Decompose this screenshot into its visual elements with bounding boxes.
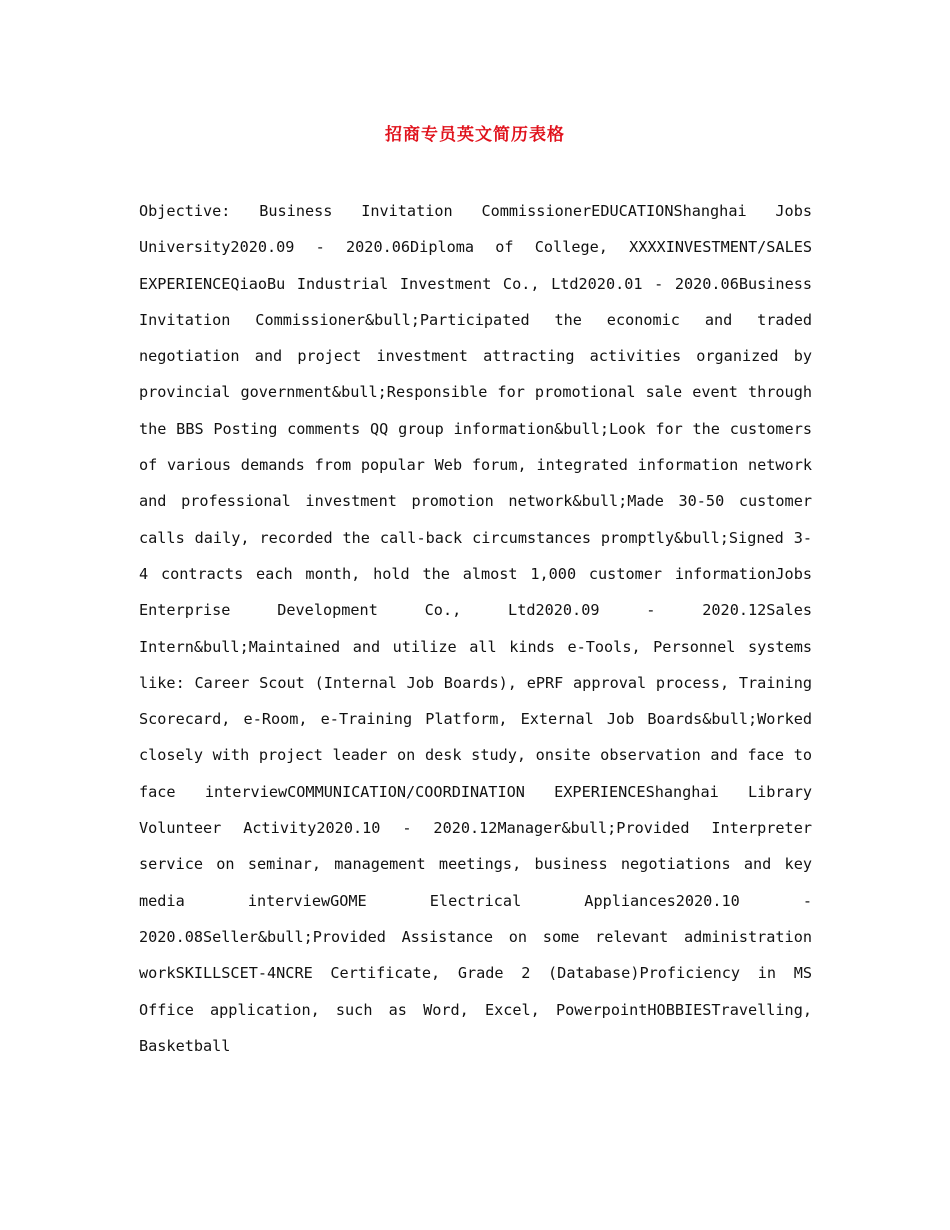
- document-title: 招商专员英文简历表格: [385, 125, 565, 145]
- resume-body-text: Objective: Business Invitation CommissionerEDUCATIONShanghai Jobs University2020.09 - 2020.06Diploma of College, XXXXINVESTMENT/SALES EXPERIENCEQiaoBu Industrial Investment Co., Ltd2020.01 - 2020.06Business Invitation Commissioner&bull;Participated the economic and traded negotiation and project investment attracting activities organized by provincial government&bull;Responsible for promotional sale event through the BBS Posting comments QQ group information&bull;Look for the customers of various demands from popular Web forum, integrated information network and professional investment promotion network&bull;Made 30-50 customer calls daily, recorded the call-back circumstances promptly&bull;Signed 3-4 contracts each month, hold the almost 1,000 customer informationJobs Enterprise Development Co., Ltd2020.09 - 2020.12Sales Intern&bull;Maintained and utilize all kinds e-Tools, Personnel systems like: Career Scout (Internal Job Boards), ePRF approval process, Training Scorecard, e-Room, e-Training Platform, External Job Boards&bull;Worked closely with project leader on desk study, onsite observation and face to face interviewCOMMUNICATION/COORDINATION EXPERIENCEShanghai Library Volunteer Activity2020.10 - 2020.12Manager&bull;Provided Interpreter service on seminar, management meetings, business negotiations and key media interviewGOME Electrical Appliances2020.10 - 2020.08Seller&bull;Provided Assistance on some relevant administration workSKILLSCET-4NCRE Certificate, Grade 2 (Database)Proficiency in MS Office application, such as Word, Excel, PowerpointHOBBIESTravelling, Basketball: [139, 202, 812, 1055]
